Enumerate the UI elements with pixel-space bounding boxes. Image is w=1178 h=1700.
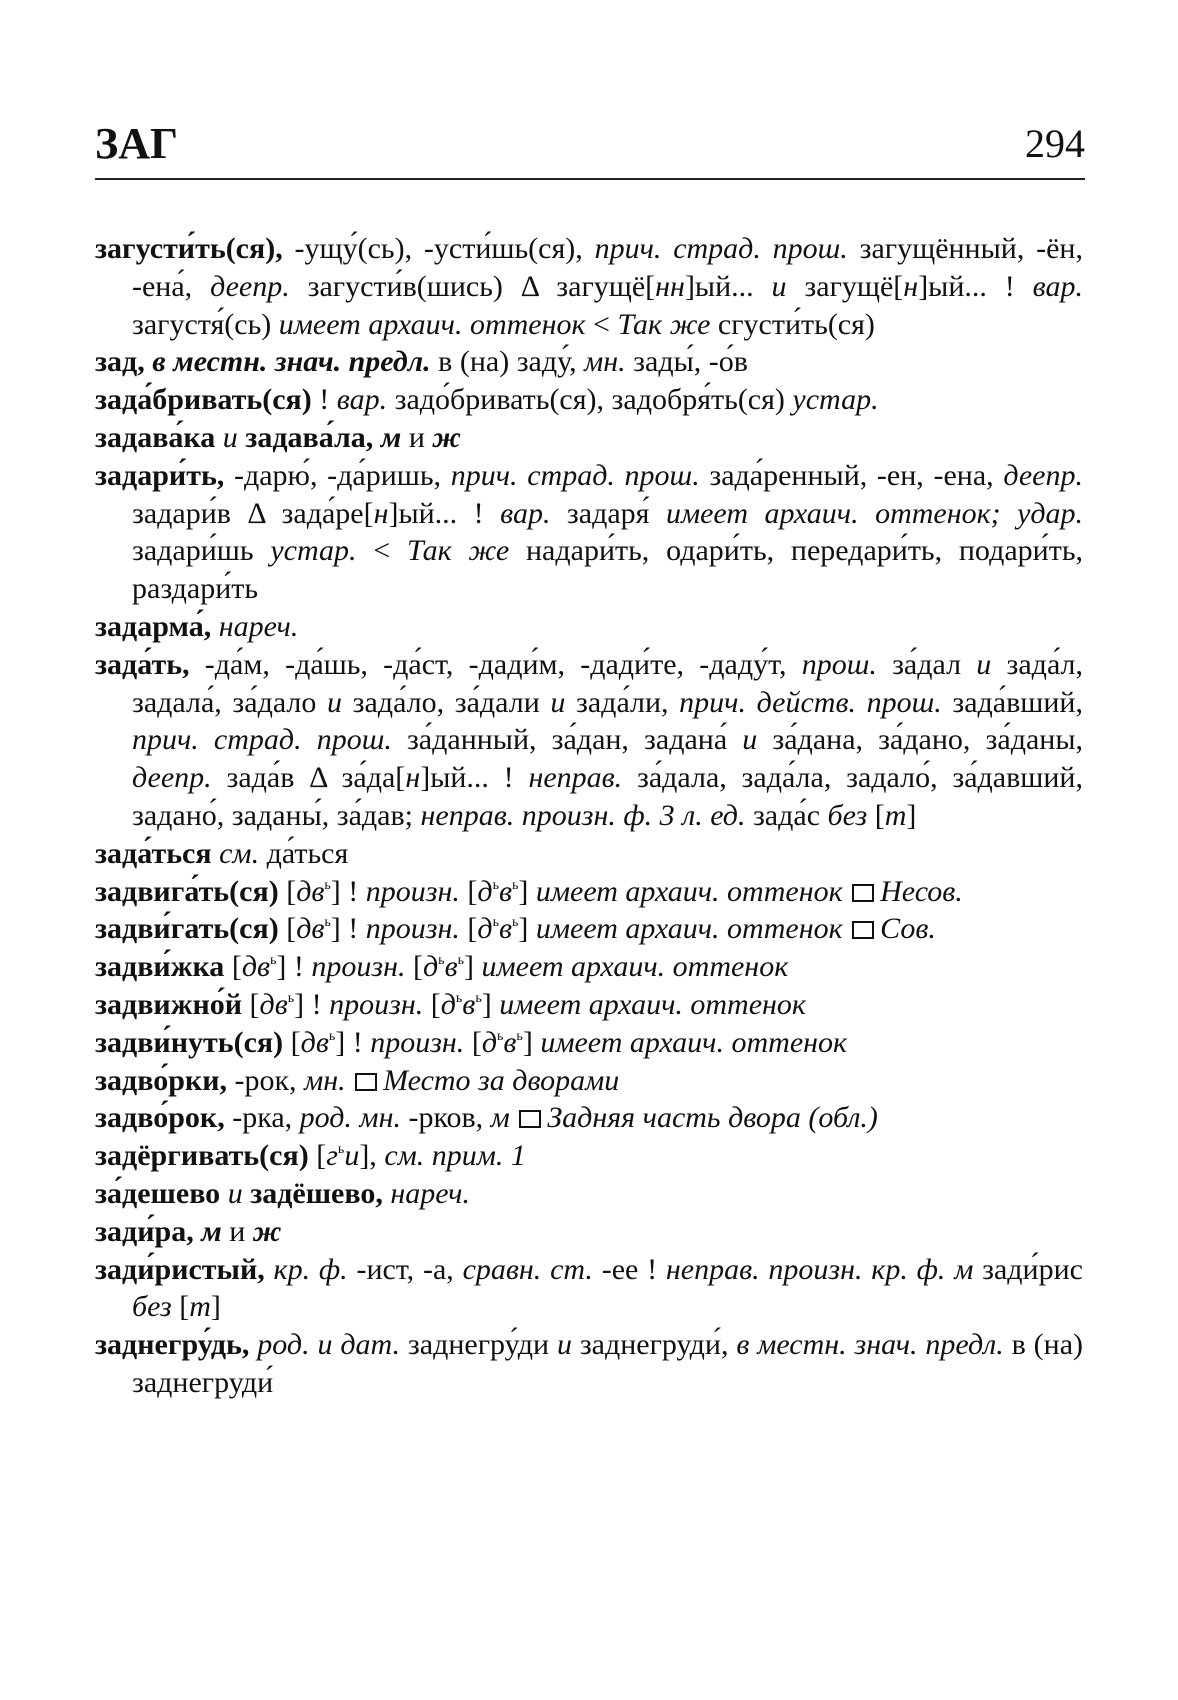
grammar-label: имеет архаич. оттенок	[535, 874, 843, 908]
entry-text: задо́бривать(ся), задобря́ть(ся)	[387, 383, 793, 417]
grammar-label: неправ. произн. кр. ф. м	[665, 1252, 974, 1286]
entry-text: задари́в Δ зада́ре[	[132, 496, 374, 530]
headword: задви́жка	[95, 950, 225, 984]
grammar-label: д	[481, 1025, 497, 1059]
grammar-label: вар.	[1032, 269, 1083, 303]
entry-text: -рка,	[224, 1101, 300, 1135]
entry-text: [	[224, 950, 242, 984]
dictionary-entry-zadergivat	[95, 1137, 1083, 1175]
entry-text: зади́рис	[973, 1252, 1083, 1286]
entry-text: в (на) заду́,	[430, 345, 585, 379]
grammar-label: м	[201, 1214, 222, 1248]
entry-text: [	[308, 1139, 327, 1173]
entry-text: ] !	[330, 912, 366, 946]
softness-mark: ь	[511, 915, 519, 931]
grammar-label: Задняя часть двора (обл.)	[547, 1101, 878, 1135]
headword: задава́ла,	[245, 420, 374, 454]
grammar-label: см. прим. 1	[384, 1139, 526, 1173]
dictionary-entry-zad	[95, 343, 1083, 381]
page-header	[95, 118, 1085, 178]
grammar-label: и	[222, 420, 238, 454]
entry-text: ] !	[294, 987, 330, 1021]
grammar-label: Место за дворами	[383, 1063, 620, 1097]
grammar-label: и	[227, 1176, 243, 1210]
dictionary-entry-zadarma	[95, 608, 1083, 646]
entry-text: [	[278, 912, 297, 946]
entry-text: надари́ть, одари́ть, передари́ть, подари́ть, раздари́ть	[132, 534, 1083, 606]
grammar-label: кр. ф.	[273, 1252, 348, 1286]
entry-text: [	[171, 1290, 190, 1324]
entry-text: -дарю́, -да́ришь,	[224, 458, 451, 492]
entry-text: [	[867, 798, 885, 832]
grammar-label: и	[344, 1139, 360, 1173]
grammar-label: Так же	[407, 534, 510, 568]
entry-text: [	[242, 987, 260, 1021]
dictionary-entry-zadat	[95, 646, 1083, 835]
dictionary-entry-zadabrivat	[95, 381, 1083, 419]
entry-text: <	[356, 534, 407, 568]
entry-text: [	[405, 950, 423, 984]
grammar-label: неправ.	[528, 761, 623, 795]
dictionary-entry-zadavaka	[95, 419, 1083, 457]
softness-mark: ь	[438, 953, 445, 969]
softness-mark: ь	[457, 953, 464, 969]
entry-text: зада́л, задала́, за́дало	[132, 647, 1083, 719]
grammar-label: произн.	[365, 874, 460, 908]
entry-text: ]	[463, 950, 482, 984]
entry-text: ]ый... !	[918, 269, 1033, 303]
grammar-label: неправ. произн. ф. 3 л. ед.	[420, 798, 746, 832]
dictionary-entry-zadvigat-impf	[95, 873, 1083, 911]
entry-text	[843, 875, 851, 908]
grammar-label: прич. страд. прош.	[450, 458, 700, 492]
grammar-label: устар.	[270, 534, 357, 568]
entry-text	[510, 1101, 518, 1134]
entry-text: загущённый, -ён, -ена́,	[132, 232, 1083, 303]
grammar-label: т	[884, 798, 907, 832]
grammar-label: прич. страд. прош.	[132, 723, 392, 757]
entry-text: за́дала, зада́ла, задало́, за́давший, задано́, заданы́, за́дав;	[132, 761, 1083, 832]
entry-text: зада́в Δ за́да[	[211, 761, 406, 795]
grammar-label: имеет архаич. оттенок	[540, 1025, 848, 1059]
dictionary-entry-zadarit	[95, 457, 1083, 608]
entry-text: ]	[481, 987, 500, 1021]
grammar-label: устар.	[792, 383, 879, 417]
grammar-label: и	[556, 1328, 572, 1362]
entry-text: !	[311, 383, 337, 417]
grammar-label: прич. действ. прош.	[679, 685, 942, 719]
softness-mark: ь	[511, 877, 519, 893]
grammar-label: прош.	[801, 647, 877, 681]
headword: задвижно́й	[95, 987, 243, 1021]
headword: заднегру́дь,	[95, 1328, 250, 1362]
entry-text: ] !	[330, 874, 366, 908]
box-icon	[852, 884, 874, 902]
dictionary-entry-zagustit	[95, 230, 1083, 343]
grammar-label: без	[827, 798, 868, 832]
dictionary-entry-zadiristy	[95, 1251, 1083, 1327]
grammar-label: т	[189, 1290, 211, 1324]
entry-text: заднегруди́,	[571, 1328, 737, 1362]
grammar-label: дв	[241, 950, 271, 984]
grammar-label: д	[477, 874, 493, 908]
grammar-label: в местн. знач. предл.	[736, 1328, 1004, 1362]
softness-mark: ь	[455, 990, 463, 1006]
grammar-label: н	[405, 761, 421, 795]
entry-text: за́дал	[876, 647, 977, 681]
headword: задви́нуть(ся)	[95, 1025, 284, 1059]
grammar-label: без	[132, 1290, 172, 1324]
entry-text: ]	[210, 1290, 221, 1324]
grammar-label: дв	[300, 1025, 329, 1059]
grammar-label: род. и дат.	[257, 1328, 401, 1362]
entry-text: ]	[522, 1025, 541, 1059]
dictionary-entry-zadnegrud	[95, 1326, 1083, 1402]
box-icon	[852, 921, 874, 939]
grammar-label: см.	[219, 836, 260, 870]
grammar-label: и	[550, 685, 566, 719]
grammar-label: дв	[259, 987, 288, 1021]
dictionary-entry-zadatsya	[95, 835, 1083, 873]
dictionary-entry-zadvigat-pf	[95, 910, 1083, 948]
entry-text: зада́ли,	[565, 685, 680, 719]
grammar-label: м	[490, 1101, 510, 1135]
dictionary-entry-zadira	[95, 1213, 1083, 1251]
box-icon	[355, 1073, 377, 1091]
headword: зада́бривать(ся)	[95, 383, 312, 417]
entry-text: [	[283, 1025, 301, 1059]
headword: загусти́ть(ся),	[95, 232, 283, 265]
entry-text: задари́шь	[132, 534, 271, 568]
grammar-label: н	[903, 269, 919, 303]
grammar-label: имеет архаич. оттенок	[535, 912, 843, 946]
grammar-label: произн.	[370, 1025, 465, 1059]
grammar-label: в	[462, 987, 476, 1021]
entry-text	[211, 610, 219, 643]
grammar-label: деепр.	[132, 761, 212, 795]
dictionary-entry-zadvorki	[95, 1062, 1083, 1100]
grammar-label: мн.	[584, 345, 626, 379]
entry-text: и	[221, 1214, 253, 1248]
grammar-label: имеет архаич. оттенок	[481, 950, 789, 984]
headword: за́дешево	[95, 1176, 221, 1210]
entry-text	[373, 421, 381, 454]
entry-text: -да́м, -да́шь, -да́ст, -дади́м, -дади́те, -даду́т,	[189, 647, 802, 681]
headword: зади́ра,	[95, 1214, 194, 1248]
grammar-label: сравн. ст.	[462, 1252, 593, 1286]
grammar-label: Сов.	[880, 912, 936, 946]
grammar-label: вар.	[336, 383, 388, 417]
page-number: 294	[1025, 121, 1085, 166]
grammar-label: мн.	[304, 1063, 346, 1097]
grammar-label: и	[742, 723, 758, 757]
entry-text: [	[278, 874, 297, 908]
softness-mark: ь	[337, 1142, 345, 1158]
headword: задава́ка	[95, 420, 216, 454]
entry-text: за́дана, за́дано, за́даны,	[757, 723, 1083, 757]
softness-mark: ь	[324, 915, 331, 931]
entry-text: ]	[906, 798, 917, 832]
grammar-label: вар.	[500, 496, 551, 530]
grammar-label: имеет архаич. оттенок; удар.	[665, 496, 1083, 530]
grammar-label: произн.	[311, 950, 406, 984]
entry-text	[220, 1177, 228, 1210]
grammar-label: д	[422, 950, 439, 984]
grammar-label: нареч.	[218, 609, 299, 643]
grammar-label: произн.	[365, 912, 460, 946]
grammar-label: в	[444, 950, 458, 984]
headword: задёшево,	[250, 1176, 383, 1210]
entry-text: загусти́в(шись) Δ загущё[	[289, 269, 656, 303]
entry-text: [	[459, 874, 478, 908]
box-icon	[519, 1110, 541, 1128]
dictionary-entry-zadvorok	[95, 1099, 1083, 1137]
headword: зада́ть,	[95, 647, 190, 681]
entry-text: заднегру́ди	[400, 1328, 557, 1362]
grammar-label: произн.	[329, 987, 424, 1021]
grammar-label: нареч.	[390, 1176, 470, 1210]
grammar-label: имеет архаич. оттенок	[499, 987, 806, 1021]
entry-text: ]ый... !	[388, 496, 501, 530]
entry-text: -ее !	[592, 1252, 666, 1286]
headword: зад,	[95, 345, 145, 379]
entry-text: [	[423, 987, 441, 1021]
grammar-label: деепр.	[210, 269, 290, 303]
softness-mark: ь	[328, 1028, 336, 1044]
dictionary-entry-zadvizhka	[95, 948, 1083, 986]
dictionary-entry-zadvinut	[95, 1024, 1083, 1062]
grammar-label: дв	[296, 874, 325, 908]
grammar-label: Так же	[617, 307, 711, 341]
entry-text: за́данный, за́дан, задана́	[391, 723, 743, 757]
softness-mark: ь	[324, 877, 331, 893]
headword: задари́ть,	[95, 458, 225, 492]
entry-text: ]ый...	[684, 269, 772, 303]
softness-mark: ь	[492, 877, 499, 893]
entry-text	[265, 1253, 274, 1286]
entry-text: -рок,	[226, 1063, 305, 1097]
entry-text	[215, 421, 223, 454]
softness-mark: ь	[287, 990, 295, 1006]
header-rule	[95, 178, 1085, 180]
headword: задво́рки,	[95, 1063, 227, 1097]
headword: зада́ться	[95, 836, 212, 870]
entry-text	[212, 837, 220, 870]
grammar-label: ж	[432, 420, 461, 454]
running-head: ЗАГ	[95, 119, 178, 168]
grammar-label: в	[503, 1025, 517, 1059]
grammar-label: и	[976, 647, 992, 681]
entry-text: ]	[518, 912, 536, 946]
entry-text: <	[585, 307, 618, 341]
grammar-label: н	[373, 496, 389, 530]
entry-text: зада́ренный, -ен, -ена,	[699, 458, 1004, 492]
grammar-label: имеет архаич. оттенок	[278, 307, 586, 341]
softness-mark: ь	[492, 915, 499, 931]
grammar-label: ж	[252, 1214, 282, 1248]
dictionary-entry-zadeshevo	[95, 1175, 1083, 1213]
entry-text: -рков,	[400, 1101, 491, 1135]
headword: задво́рок,	[95, 1101, 225, 1135]
headword: задарма́,	[95, 609, 212, 643]
entry-text: [	[464, 1025, 482, 1059]
softness-mark: ь	[270, 953, 277, 969]
entry-text: загущё[	[786, 269, 904, 303]
grammar-label: и	[771, 269, 787, 303]
entry-text: сгусти́ть(ся)	[710, 307, 875, 341]
grammar-label: д	[477, 912, 493, 946]
entry-text: -ущу́(сь), -усти́шь(ся),	[282, 232, 595, 265]
entry-text: ] !	[335, 1025, 371, 1059]
entry-text: -ист, -а,	[347, 1252, 463, 1286]
headword: задёргивать(ся)	[95, 1139, 309, 1173]
entry-text: в (на) заднегруди́	[132, 1328, 1084, 1399]
softness-mark: ь	[475, 990, 482, 1006]
headword: зади́ристый,	[95, 1252, 265, 1286]
headword: задвига́ть(ся)	[95, 874, 279, 908]
entry-text: зада́вший,	[941, 685, 1083, 719]
entry-text: ]ый... !	[420, 761, 529, 795]
grammar-label: г	[326, 1139, 338, 1173]
grammar-label: нн	[655, 269, 685, 303]
grammar-label: и	[327, 685, 343, 719]
softness-mark: ь	[497, 1028, 504, 1044]
grammar-label: м	[380, 420, 402, 454]
entry-text: да́ться	[259, 836, 349, 870]
grammar-label: дв	[296, 912, 325, 946]
entry-text	[346, 1064, 354, 1097]
softness-mark: ь	[516, 1028, 523, 1044]
grammar-label: род. мн.	[299, 1101, 401, 1135]
entry-text: ],	[359, 1139, 385, 1173]
entry-text: и	[401, 420, 433, 454]
entry-text: ]	[518, 874, 536, 908]
grammar-label: Несов.	[880, 874, 963, 908]
entry-text: задаря́	[550, 496, 666, 530]
dictionary-entries	[95, 230, 1083, 1402]
entry-text: зада́ло, за́дали	[342, 685, 551, 719]
entry-text: зада́с	[745, 798, 828, 832]
dictionary-entry-zadvizhnoy	[95, 986, 1083, 1024]
grammar-label: в	[498, 874, 512, 908]
entry-text: [	[459, 912, 478, 946]
entry-text: зады́, -о́в	[625, 345, 748, 379]
grammar-label: д	[440, 987, 456, 1021]
grammar-label: в местн. знач. предл.	[152, 345, 431, 379]
entry-text: ] !	[276, 950, 312, 984]
grammar-label: в	[498, 912, 512, 946]
grammar-label: деепр.	[1003, 458, 1084, 492]
entry-text: загустя́(сь)	[132, 307, 279, 341]
entry-text	[843, 912, 851, 945]
grammar-label: прич. страд. прош.	[594, 232, 848, 265]
headword: задви́гать(ся)	[95, 912, 279, 946]
